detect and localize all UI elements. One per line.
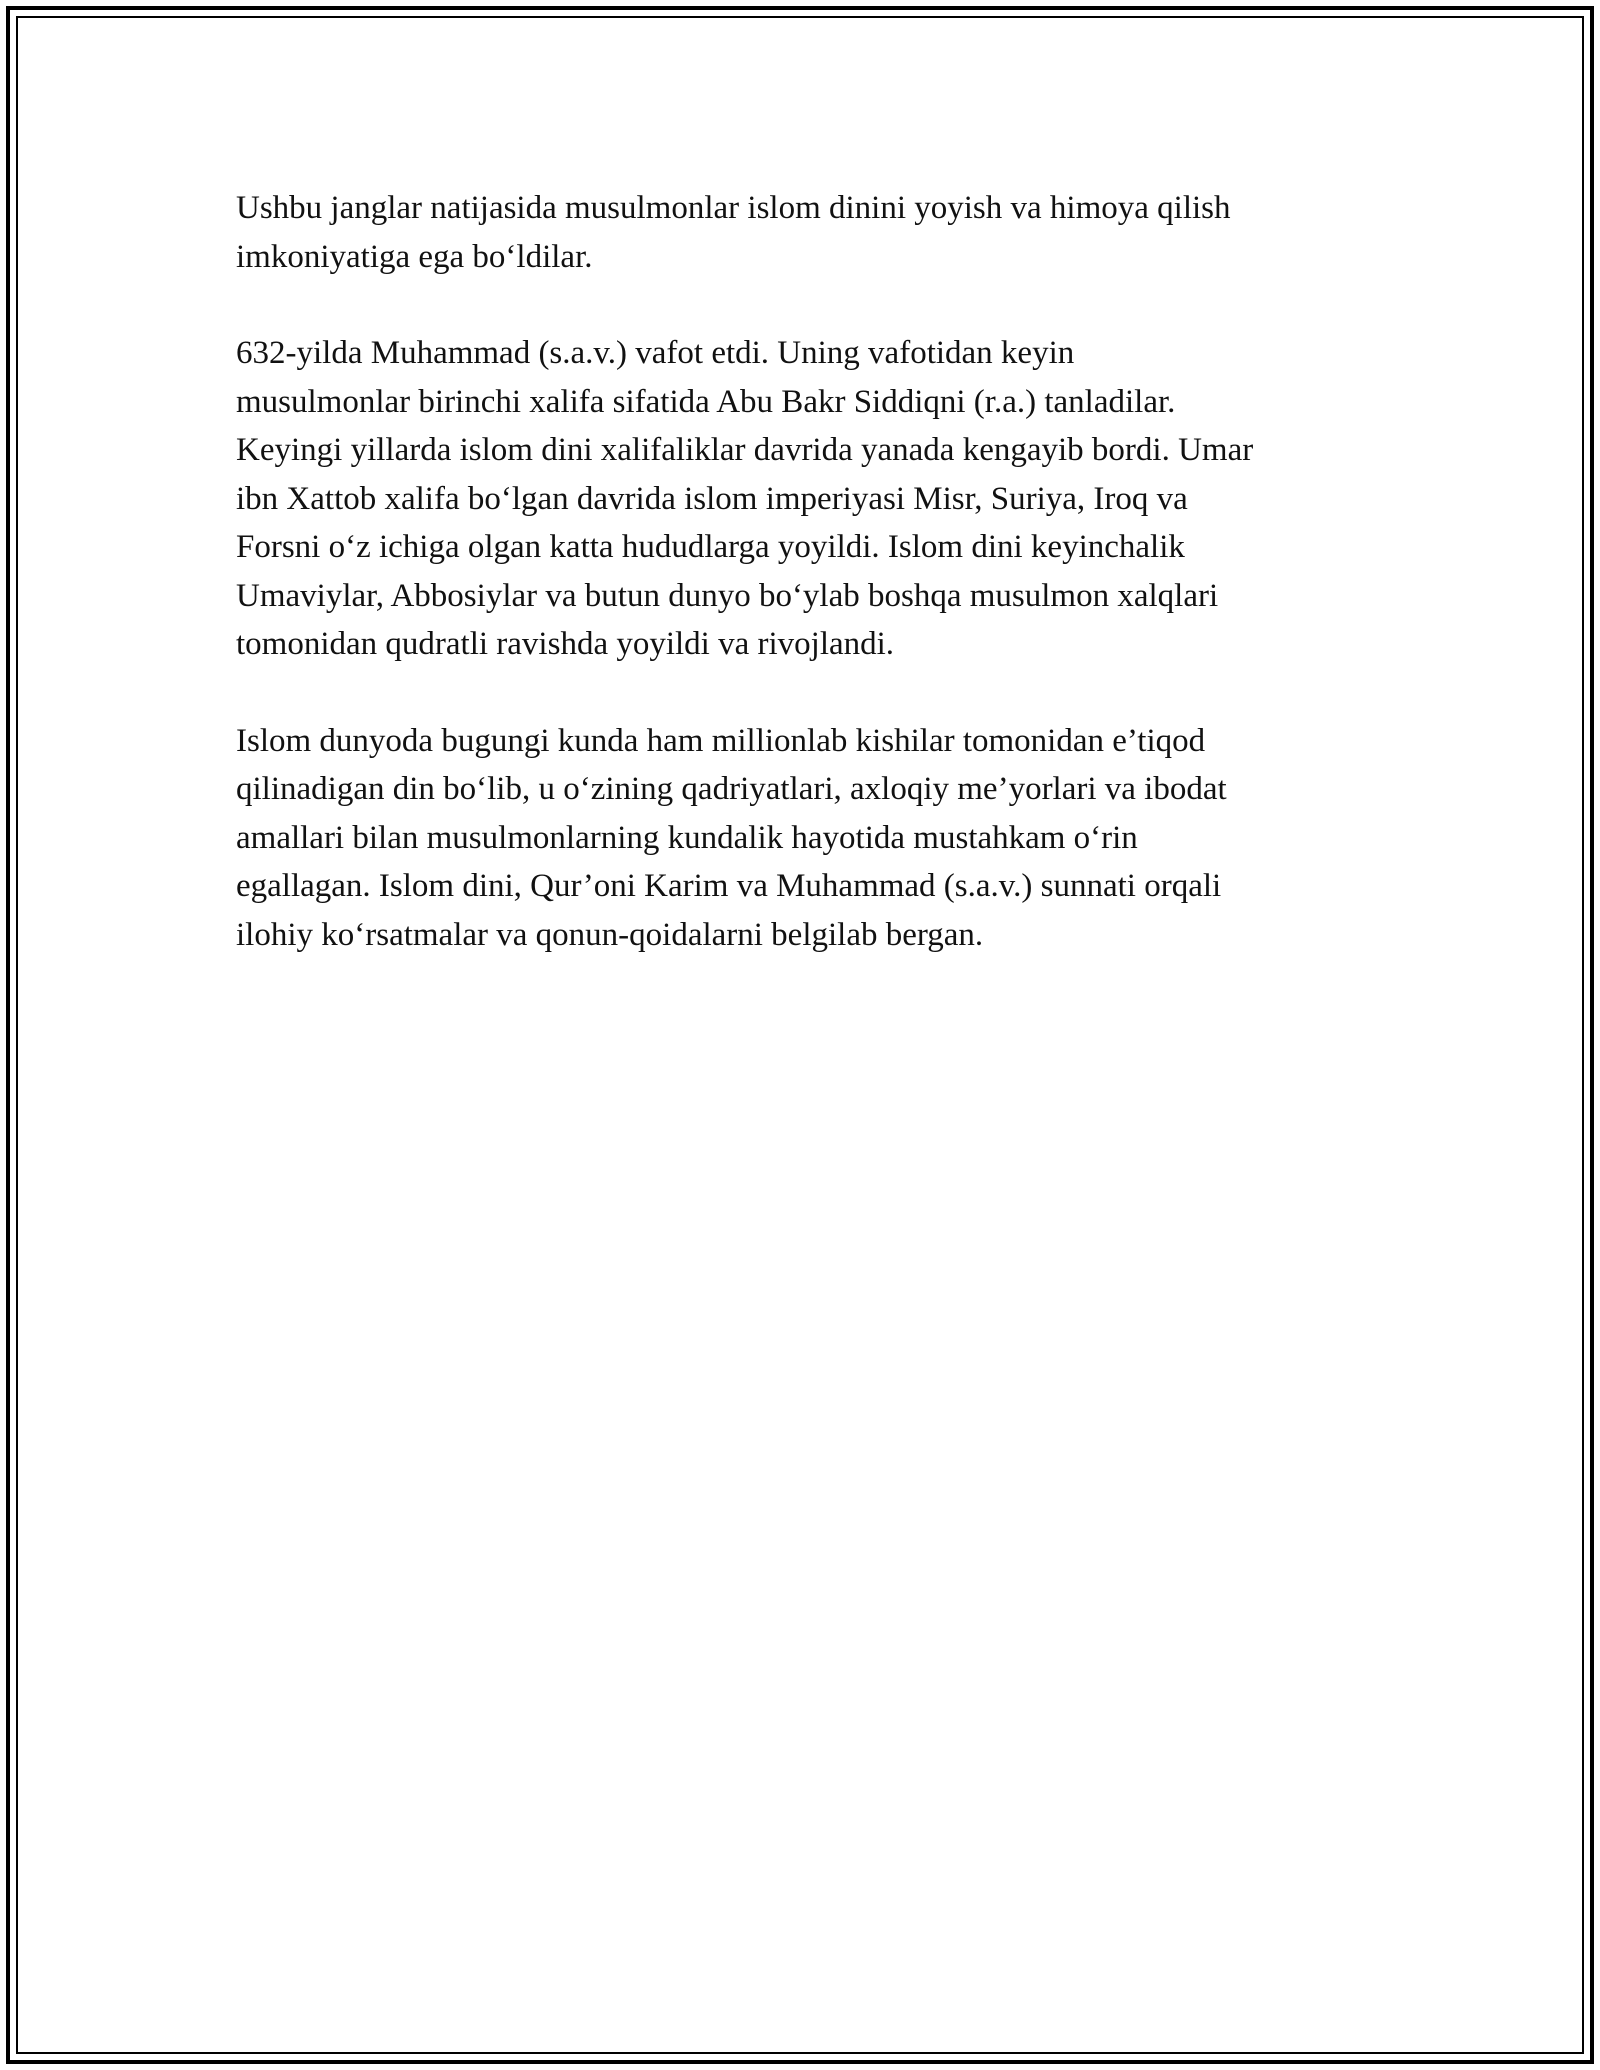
document-body xyxy=(236,184,1396,1007)
text-line: ibn Xattob xalifa bo‘lgan davrida islom imperiyasi Misr, Suriya, Iroq va xyxy=(236,480,1188,517)
text-line: Islom dunyoda bugungi kunda ham millionlab kishilar tomonidan e’tiqod xyxy=(236,722,1206,759)
text-line: Umaviylar, Abbosiylar va butun dunyo bo‘ylab boshqa musulmon xalqlari xyxy=(236,577,1219,614)
text-line: 632-yilda Muhammad (s.a.v.) vafot etdi. Uning vafotidan keyin xyxy=(236,335,1075,371)
paragraph-1 xyxy=(236,184,1396,281)
text-line: amallari bilan musulmonlarning kundalik hayotida mustahkam o‘rin xyxy=(236,819,1138,856)
text-line: ilohiy ko‘rsatmalar va qonun-qoidalarni belgilab bergan. xyxy=(236,916,984,953)
text-line: Forsni o‘z ichiga olgan katta hududlarga yoyildi. Islom dini keyinchalik xyxy=(236,529,1185,565)
text-line: qilinadigan din bo‘lib, u o‘zining qadriyatlari, axloqiy me’yorlari va ibodat xyxy=(236,771,1227,807)
text-line: tomonidan qudratli ravishda yoyildi va rivojlandi. xyxy=(236,626,895,662)
text-line: Ushbu janglar natijasida musulmonlar islom dinini yoyish va himoya qilish xyxy=(236,190,1231,226)
text-line: egallagan. Islom dini, Qur’oni Karim va Muhammad (s.a.v.) sunnati orqali xyxy=(236,868,1222,904)
paragraph-3 xyxy=(236,717,1396,960)
paragraph-2 xyxy=(236,329,1396,669)
text-line: Keyingi yillarda islom dini xalifaliklar davrida yanada kengayib bordi. Umar xyxy=(236,432,1254,468)
text-line: imkoniyatiga ega bo‘ldilar. xyxy=(236,238,593,275)
text-line: musulmonlar birinchi xalifa sifatida Abu Bakr Siddiqni (r.a.) tanladilar. xyxy=(236,383,1176,420)
